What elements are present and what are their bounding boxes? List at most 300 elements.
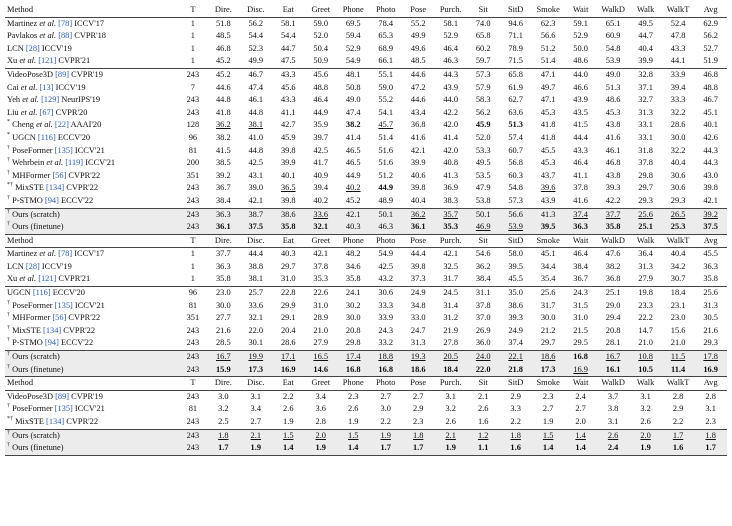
value-cell: 38.4: [573, 261, 588, 271]
value-cell: 37.5: [240, 221, 272, 234]
value-cell: 44.7: [280, 43, 296, 53]
value-cell: 49.9: [248, 56, 264, 66]
method-name: Xu: [7, 274, 20, 284]
value-cell: 45.7: [378, 120, 394, 130]
value-cell: 24.1: [337, 287, 369, 300]
method-cell: [5, 145, 179, 158]
value-cell: 53.9: [499, 221, 531, 234]
value-cell: 55.2: [378, 95, 394, 105]
frames-cell: 1: [190, 56, 195, 66]
value-cell: 56.2: [248, 18, 264, 28]
value-cell: 35.3: [313, 274, 329, 284]
value-cell: 26.9: [475, 325, 491, 335]
method-etal: et al.: [46, 158, 64, 168]
value-cell: 37.8: [638, 158, 653, 168]
value-cell: 46.5: [345, 145, 361, 155]
value-cell: 18.4: [434, 364, 466, 377]
value-cell: 3.4: [250, 404, 262, 414]
citation-link[interactable]: [134]: [46, 417, 65, 426]
value-cell: 44.6: [410, 95, 426, 105]
value-cell: 43.7: [540, 170, 556, 180]
value-cell: 56.2: [475, 107, 491, 117]
value-cell: 41.3: [532, 208, 564, 221]
value-cell: 2.9: [672, 404, 684, 414]
method-etal: et al.: [39, 249, 57, 259]
frames-cell: 1: [190, 249, 195, 259]
value-cell: 41.4: [345, 132, 361, 142]
value-cell: 40.4: [670, 158, 686, 168]
frames-cell: 243: [179, 68, 207, 81]
value-cell: 47.1: [540, 95, 556, 105]
value-cell: 2.2: [380, 417, 391, 426]
value-cell: 38.4: [475, 274, 491, 284]
value-cell: 3.0: [380, 404, 391, 414]
value-cell: 31.0: [573, 313, 588, 323]
value-cell: 49.5: [638, 18, 653, 28]
value-cell: 16.8: [337, 364, 369, 377]
method-marker: †: [7, 208, 10, 215]
value-cell: 42.2: [443, 107, 459, 117]
citation-link[interactable]: [135]: [54, 145, 73, 155]
frames-cell: 243: [186, 417, 200, 426]
value-cell: 17.3: [240, 364, 272, 377]
column-header: WalkT: [662, 4, 694, 17]
value-cell: 45.1: [540, 249, 556, 259]
table-row: [5, 82, 727, 95]
value-cell: 27.7: [215, 313, 231, 323]
value-cell: 41.1: [573, 170, 588, 180]
value-cell: 44.7: [638, 31, 653, 41]
table-row: [5, 337, 727, 350]
method-name: MHFormer: [12, 170, 53, 180]
value-cell: 1.9: [283, 417, 294, 426]
frames-cell: 243: [179, 208, 207, 221]
table-row: [5, 248, 727, 261]
value-cell: 38.2: [215, 132, 231, 142]
table-row: [5, 300, 727, 313]
value-cell: 1.4: [337, 442, 369, 455]
value-cell: 2.7: [412, 391, 424, 401]
method-name: LCN: [7, 261, 26, 271]
column-header: SitD: [499, 377, 531, 391]
value-cell: 28.1: [605, 338, 621, 348]
value-cell: 44.3: [703, 158, 718, 168]
value-cell: 45.6: [280, 82, 296, 92]
value-cell: 49.5: [475, 158, 491, 168]
table-row: [5, 107, 727, 120]
value-cell: 42.1: [248, 195, 264, 205]
value-cell: 2.0: [575, 417, 586, 426]
value-cell: 46.7: [703, 95, 718, 105]
value-cell: 24.7: [410, 325, 426, 335]
value-cell: 44.8: [215, 95, 231, 105]
value-cell: 45.9: [280, 132, 296, 142]
citation-link[interactable]: [13]: [39, 82, 54, 92]
value-cell: 44.6: [215, 82, 231, 92]
method-venue: CVPR'21: [56, 56, 91, 66]
value-cell: 45.5: [540, 145, 556, 155]
value-cell: 46.4: [443, 43, 459, 53]
ours-row: [5, 221, 727, 234]
value-cell: 46.8: [215, 43, 231, 53]
method-name: Yeh: [7, 95, 23, 105]
value-cell: 21.9: [443, 325, 459, 335]
method-cell: [5, 170, 179, 183]
value-cell: 61.9: [508, 82, 523, 92]
frames-cell: 243: [179, 364, 207, 377]
column-header: T: [179, 234, 207, 248]
value-cell: 32.1: [248, 313, 264, 323]
value-cell: 32.2: [670, 145, 686, 155]
value-cell: 28.6: [670, 120, 686, 130]
citation-link[interactable]: [129]: [41, 95, 60, 105]
value-cell: 41.4: [443, 132, 459, 142]
header-row: [5, 234, 727, 248]
value-cell: 28.5: [215, 338, 231, 348]
value-cell: 36.5: [280, 183, 296, 193]
column-header: Wait: [564, 4, 596, 17]
table-row: [5, 403, 727, 416]
citation-link[interactable]: [22]: [54, 120, 69, 130]
value-cell: 20.8: [605, 325, 621, 335]
method-cell: [5, 364, 179, 377]
value-cell: 54.4: [248, 31, 264, 41]
value-cell: 29.4: [605, 313, 621, 323]
column-header: Dire.: [207, 4, 239, 17]
value-cell: 16.9: [272, 364, 304, 377]
method-name: VideoPose3D: [7, 391, 56, 401]
value-cell: 2.9: [510, 391, 521, 401]
value-cell: 28.9: [313, 313, 329, 323]
method-cell: [5, 208, 179, 221]
value-cell: 25.1: [597, 287, 629, 300]
method-marker: †: [7, 144, 10, 151]
citation-link[interactable]: [56]: [52, 313, 67, 323]
citation-link[interactable]: [116]: [37, 132, 56, 142]
value-cell: 21.5: [573, 325, 588, 335]
value-cell: 17.4: [337, 351, 369, 364]
value-cell: 29.7: [638, 183, 653, 193]
citation-link[interactable]: [134]: [46, 183, 65, 193]
value-cell: 38.5: [215, 158, 231, 168]
value-cell: 16.9: [694, 364, 727, 377]
citation-link[interactable]: [78]: [58, 249, 73, 259]
column-header: Disc.: [240, 377, 272, 391]
method-etal: et al.: [36, 120, 53, 130]
value-cell: 51.4: [540, 56, 556, 66]
value-cell: 33.9: [378, 313, 394, 323]
citation-link[interactable]: [94]: [44, 195, 59, 205]
value-cell: 39.3: [508, 313, 523, 323]
value-cell: 58.3: [475, 95, 491, 105]
value-cell: 42.1: [337, 208, 369, 221]
value-cell: 31.0: [280, 274, 296, 284]
value-cell: 1.9: [240, 442, 272, 455]
value-cell: 24.3: [564, 287, 596, 300]
value-cell: 36.2: [475, 261, 491, 271]
frames-cell: 200: [186, 158, 200, 168]
column-header: WalkD: [597, 377, 629, 391]
value-cell: 40.8: [443, 158, 459, 168]
header-row: [5, 377, 727, 391]
method-cell: [5, 221, 179, 234]
value-cell: 41.6: [605, 132, 621, 142]
value-cell: 20.8: [345, 325, 361, 335]
citation-link[interactable]: [134]: [43, 325, 62, 335]
value-cell: 53.3: [475, 145, 491, 155]
method-name: Ours (scratch): [12, 352, 60, 362]
method-marker: †: [7, 325, 10, 332]
value-cell: 23.3: [638, 300, 653, 310]
value-cell: 30.0: [540, 313, 556, 323]
method-venue: ECCV'22: [58, 195, 94, 205]
value-cell: 1.9: [348, 417, 359, 426]
value-cell: 45.1: [703, 107, 718, 117]
frames-cell: 243: [179, 221, 207, 234]
value-cell: 36.1: [207, 221, 239, 234]
value-cell: 51.8: [215, 18, 231, 28]
citation-link[interactable]: [56]: [52, 170, 67, 180]
method-name: PoseFormer: [12, 404, 55, 414]
method-marker: †: [7, 351, 10, 358]
value-cell: 28.6: [280, 338, 296, 348]
value-cell: 41.8: [540, 120, 556, 130]
value-cell: 2.5: [218, 417, 229, 426]
frames-cell: 1: [190, 43, 195, 53]
value-cell: 52.0: [313, 31, 329, 41]
method-name: Ours (finetune): [12, 222, 64, 232]
value-cell: 42.5: [248, 158, 264, 168]
ours-row: [5, 429, 727, 442]
value-cell: 21.6: [703, 325, 718, 335]
value-cell: 59.0: [313, 18, 329, 28]
citation-link[interactable]: [78]: [58, 18, 73, 28]
citation-link[interactable]: [119]: [65, 158, 84, 168]
value-cell: 2.6: [477, 404, 489, 414]
value-cell: 42.2: [605, 195, 621, 205]
value-cell: 1.7: [207, 442, 239, 455]
value-cell: 41.7: [313, 158, 329, 168]
value-cell: 59.1: [573, 18, 588, 28]
table-row: [5, 119, 727, 132]
method-name: Ours (scratch): [12, 209, 60, 219]
value-cell: 30.1: [248, 338, 264, 348]
value-cell: 35.0: [499, 287, 531, 300]
value-cell: 10.5: [629, 364, 661, 377]
value-cell: 2.3: [348, 391, 359, 401]
column-header: Wait: [564, 377, 596, 391]
value-cell: 2.7: [380, 391, 391, 401]
value-cell: 53.5: [475, 170, 491, 180]
value-cell: 2.2: [510, 417, 521, 426]
value-cell: 1.9: [629, 442, 661, 455]
citation-link[interactable]: [88]: [58, 31, 73, 41]
value-cell: 21.0: [313, 325, 329, 335]
value-cell: 29.9: [280, 300, 296, 310]
value-cell: 31.3: [410, 338, 426, 348]
value-cell: 2.1: [477, 391, 489, 401]
value-cell: 78.4: [378, 18, 394, 28]
value-cell: 46.3: [443, 56, 459, 66]
value-cell: 31.3: [703, 300, 718, 310]
method-name: MHFormer: [12, 313, 53, 323]
citation-link[interactable]: [121]: [38, 274, 57, 284]
value-cell: 39.5: [532, 221, 564, 234]
table-row: [5, 182, 727, 195]
column-header: Method: [5, 234, 179, 248]
value-cell: 33.3: [378, 300, 394, 310]
value-cell: 45.5: [703, 249, 718, 259]
citation-link[interactable]: [135]: [54, 404, 73, 414]
value-cell: 69.5: [345, 18, 361, 28]
value-cell: 45.9: [475, 120, 491, 130]
value-cell: 50.9: [313, 56, 329, 66]
value-cell: 49.6: [410, 43, 426, 53]
value-cell: 38.2: [345, 120, 361, 130]
value-cell: 36.7: [215, 183, 231, 193]
value-cell: 31.7: [540, 300, 556, 310]
value-cell: 23.0: [207, 287, 239, 300]
frames-cell: 96: [188, 132, 198, 142]
value-cell: 39.3: [605, 183, 621, 193]
value-cell: 1.5: [272, 429, 304, 442]
value-cell: 65.8: [475, 31, 491, 41]
results-table-body: [5, 4, 727, 455]
column-header: Smoke: [532, 234, 564, 248]
citation-link[interactable]: [135]: [54, 300, 73, 310]
method-name: Ours (finetune): [12, 364, 64, 374]
value-cell: 29.8: [345, 338, 361, 348]
method-cell: [5, 94, 179, 107]
value-cell: 43.3: [280, 95, 296, 105]
method-name: Martinez: [7, 18, 40, 28]
value-cell: 39.6: [540, 183, 556, 193]
value-cell: 42.1: [443, 249, 459, 259]
value-cell: 50.1: [467, 208, 499, 221]
value-cell: 94.6: [508, 18, 523, 28]
citation-link[interactable]: [89]: [55, 391, 70, 401]
column-header: Avg: [694, 234, 727, 248]
value-cell: 14.7: [638, 325, 653, 335]
value-cell: 42.5: [313, 145, 329, 155]
value-cell: 1.2: [467, 429, 499, 442]
value-cell: 62.3: [540, 18, 556, 28]
column-header: Wait: [564, 234, 596, 248]
value-cell: 23.0: [670, 313, 686, 323]
frames-cell: 243: [186, 183, 200, 193]
value-cell: 47.4: [248, 82, 264, 92]
value-cell: 32.2: [670, 107, 686, 117]
value-cell: 52.9: [573, 31, 588, 41]
method-cell: [5, 119, 179, 132]
value-cell: 48.1: [337, 68, 369, 81]
method-venue: AAAI'20: [68, 120, 102, 130]
column-header: Eat: [272, 234, 304, 248]
value-cell: 43.8: [605, 120, 621, 130]
column-header: Purch.: [434, 234, 466, 248]
column-header: Dire.: [207, 234, 239, 248]
value-cell: 25.6: [694, 287, 727, 300]
value-cell: 21.8: [499, 364, 531, 377]
value-cell: 41.5: [573, 120, 588, 130]
citation-link[interactable]: [89]: [55, 69, 70, 79]
value-cell: 46.4: [573, 158, 588, 168]
value-cell: 32.8: [629, 68, 661, 81]
value-cell: 11.5: [662, 351, 694, 364]
method-name: PoseFormer: [12, 300, 55, 310]
value-cell: 44.4: [573, 132, 588, 142]
value-cell: 16.8: [369, 364, 401, 377]
value-cell: 45.5: [508, 274, 523, 284]
ours-row: [5, 208, 727, 221]
value-cell: 30.6: [670, 183, 686, 193]
value-cell: 46.8: [605, 158, 621, 168]
column-header: Dire.: [207, 377, 239, 391]
value-cell: 22.1: [499, 351, 531, 364]
frames-cell: 1: [190, 274, 195, 284]
value-cell: 44.9: [345, 170, 361, 180]
method-etal: et al.: [39, 18, 57, 28]
value-cell: 2.4: [597, 442, 629, 455]
method-venue: NeurIPS'19: [59, 95, 101, 105]
value-cell: 29.3: [670, 195, 686, 205]
citation-link[interactable]: [116]: [32, 288, 51, 298]
citation-link[interactable]: [94]: [44, 338, 59, 348]
value-cell: 40.4: [410, 195, 426, 205]
citation-link[interactable]: [67]: [39, 107, 54, 117]
citation-link[interactable]: [121]: [38, 56, 57, 66]
method-cell: [5, 429, 179, 442]
column-header: Avg: [694, 4, 727, 17]
value-cell: 51.6: [378, 145, 394, 155]
method-venue: ICCV'19: [39, 43, 72, 53]
value-cell: 34.8: [410, 300, 426, 310]
value-cell: 44.3: [434, 68, 466, 81]
value-cell: 40.1: [703, 120, 718, 130]
method-etal: et al.: [20, 107, 38, 117]
column-header: Smoke: [532, 377, 564, 391]
method-marker: *: [7, 132, 10, 139]
column-header: WalkD: [597, 234, 629, 248]
value-cell: 47.9: [475, 183, 491, 193]
citation-link[interactable]: [28]: [25, 43, 40, 53]
results-table-container: [5, 4, 727, 456]
value-cell: 2.6: [445, 417, 456, 426]
value-cell: 17.3: [532, 364, 564, 377]
value-cell: 2.7: [575, 404, 586, 414]
value-cell: 54.4: [280, 31, 296, 41]
frames-cell: 243: [186, 107, 200, 117]
value-cell: 23.1: [670, 300, 686, 310]
value-cell: 2.9: [412, 404, 424, 414]
value-cell: 36.3: [215, 261, 231, 271]
value-cell: 27.9: [313, 338, 329, 348]
value-cell: 1.4: [272, 442, 304, 455]
value-cell: 36.1: [402, 221, 434, 234]
citation-link[interactable]: [28]: [25, 261, 40, 271]
column-header: Walk: [629, 4, 661, 17]
value-cell: 18.6: [532, 351, 564, 364]
value-cell: 57.3: [508, 195, 523, 205]
value-cell: 62.9: [703, 18, 718, 28]
value-cell: 24.5: [434, 287, 466, 300]
value-cell: 78.9: [508, 43, 523, 53]
value-cell: 3.8: [607, 404, 619, 414]
value-cell: 37.7: [597, 208, 629, 221]
value-cell: 29.8: [638, 170, 653, 180]
column-header: Greet: [305, 234, 337, 248]
value-cell: 1.6: [499, 442, 531, 455]
